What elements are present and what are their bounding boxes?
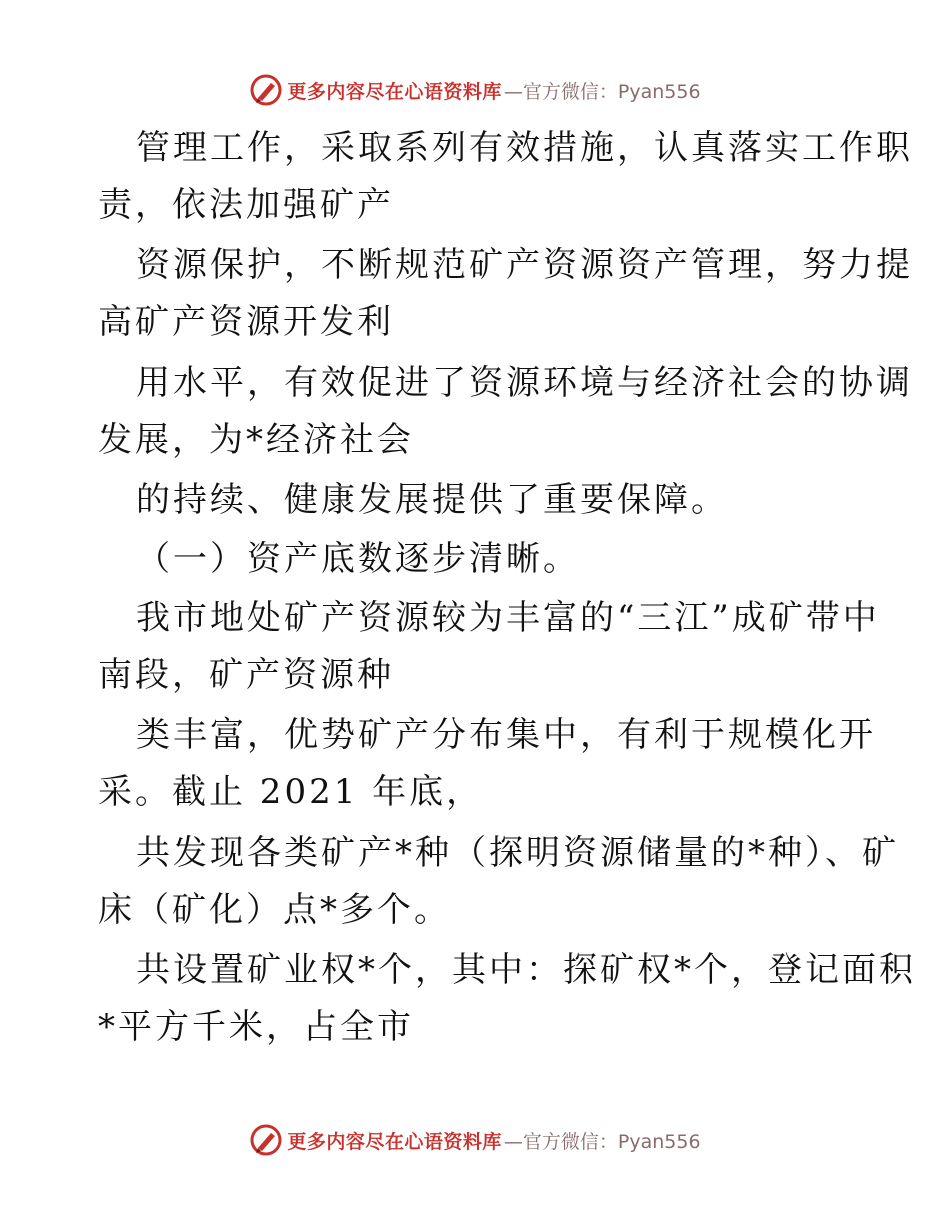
text-line: 资源保护，不断规范矿产资源资产管理，努力提 [136,245,913,285]
text-line: 共设置矿业权*个，其中：探矿权*个，登记面积 [136,950,916,990]
text-line: 高矿产资源开发利 [98,302,394,342]
banner-main-text: 更多内容尽在心语资料库 [287,1130,502,1153]
section-heading: （一）资产底数逐步清晰。 [136,539,580,579]
text-line: 我市地处矿产资源较为丰富的“三江”成矿带中 [136,598,880,638]
text-line: 南段，矿产资源种 [98,655,394,695]
pen-logo-icon [249,1123,283,1157]
text-line: 采。截止 2021 年底， [98,772,484,812]
text-line: 床（矿化）点*多个。 [98,890,451,930]
banner-main-text: 更多内容尽在心语资料库 [287,80,502,103]
text-line: 类丰富，优势矿产分布集中，有利于规模化开 [136,715,876,755]
text-line: 共发现各类矿产*种（探明资源储量的*种）、矿 [136,833,899,873]
footer-banner [0,1122,950,1158]
text-line: *平方千米，占全市 [98,1007,414,1047]
text-line: 的持续、健康发展提供了重要保障。 [136,480,728,520]
text-line: 用水平，有效促进了资源环境与经济社会的协调 [136,363,913,403]
text-line: 责，依法加强矿产 [98,185,394,225]
banner-contact-text: —官方微信：Pyan556 [503,1130,701,1153]
text-line: 管理工作，采取系列有效措施，认真落实工作职 [136,128,913,168]
text-line: 发展，为*经济社会 [98,420,414,460]
banner-contact-text: —官方微信：Pyan556 [503,80,701,103]
